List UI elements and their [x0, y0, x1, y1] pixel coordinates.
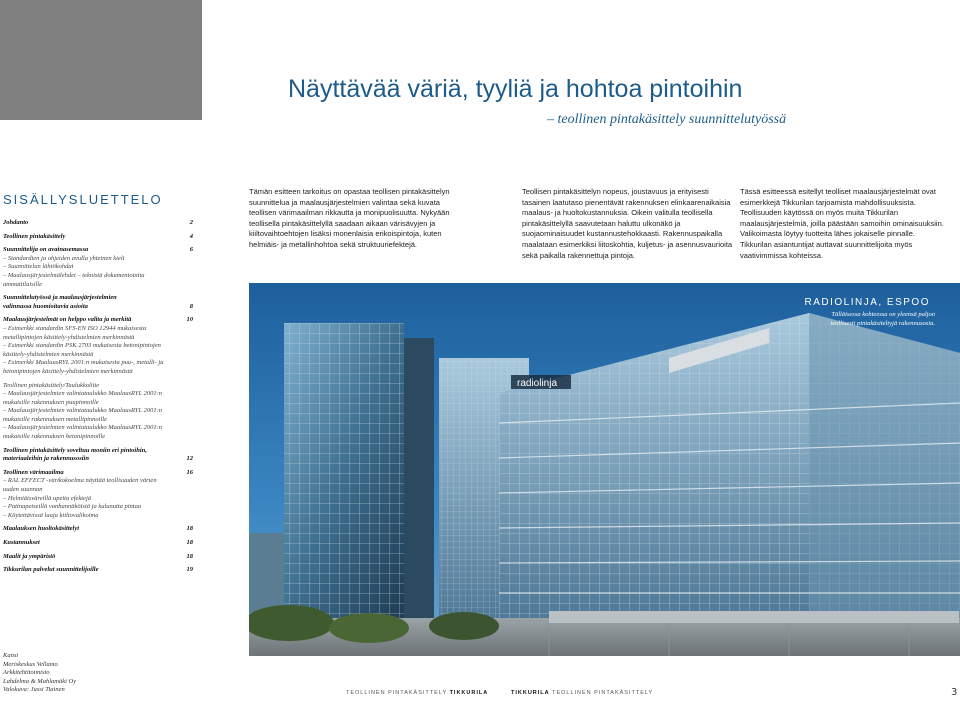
toc-entry [3, 503, 193, 512]
toc-entry [3, 359, 193, 368]
toc-entry [3, 553, 193, 562]
toc-entry-title: Teollinen värimaailma [3, 468, 64, 476]
toc-entry-page: 4 [189, 232, 193, 240]
toc-entry [3, 263, 193, 272]
toc-entry [3, 246, 193, 255]
toc-entry-page: 8 [189, 302, 193, 310]
toc-entry [3, 399, 193, 408]
toc-entry [3, 294, 193, 303]
toc-entry-title: käsittely-yhdistelmien merkinnästä [3, 350, 94, 358]
toc-entry-page: 2 [189, 219, 193, 226]
toc-entry-title: – Esimerkki standardin PSK 2703 mukaisesta betonipintojen [3, 342, 161, 350]
toc-entry [3, 233, 193, 242]
toc-entry-page: 18 [186, 525, 193, 533]
toc-entry [3, 416, 193, 425]
toc-entry [3, 219, 193, 228]
toc-entry-title: Teollinen pintakäsittely [3, 232, 66, 240]
toc-entry-title: – Standardien ja ohjeiden avulla yhteinen kieli [3, 254, 125, 262]
toc-entry-title: – Helmiäisväreillä upeita efektejä [3, 494, 92, 502]
toc-entry [3, 255, 193, 264]
toc-entry-title: – Maalausjärjestelmien valintataulukko MaalausRYL 2001:n [3, 390, 163, 398]
toc-entry-title: uuden suunnan [3, 486, 43, 494]
page-number: 3 [951, 687, 958, 698]
toc-entry [3, 351, 193, 360]
toc-entry-title: Kustannukset [3, 539, 40, 546]
toc-entry [3, 303, 193, 312]
toc-entry [3, 539, 193, 548]
toc-entry [3, 566, 193, 575]
toc-entry [3, 390, 193, 399]
footer-left-text: TEOLLINEN PINTAKÄSITTELY [346, 690, 448, 696]
toc-entry-title: mukaisille rakennuksen puupinnoille [3, 398, 99, 406]
credit-line: Valokuva: Jussi Tiainen [3, 686, 65, 694]
table-of-contents [3, 219, 193, 575]
toc-entry [3, 342, 193, 351]
sidebar-gray-band [0, 0, 202, 120]
toc-entry-title: – Käytettävissä laaja kiiltovalikoima [3, 511, 99, 519]
toc-entry-title: – Patinapetseillä vanhannäköistä ja kulunutta pintaa [3, 503, 142, 511]
toc-entry-page: 18 [186, 539, 193, 546]
toc-entry-title: valinnassa huomioitavia asioita [3, 302, 88, 310]
toc-entry [3, 382, 193, 391]
toc-entry-title: Johdanto [3, 219, 29, 226]
toc-entry-title: betonipintojen käsittely-yhdistelmien merkinnästä [3, 367, 133, 375]
toc-entry-title: – Esimerkki MaalausRYL 2001:n mukaisesta puu-, metalli- ja [3, 359, 164, 367]
toc-entry-title: Suunnittelija on avainasemassa [3, 246, 89, 254]
toc-entry [3, 424, 193, 433]
toc-entry-title: – Maalausjärjestelmälehdet – teknistä dokumentointia [3, 271, 145, 279]
toc-entry [3, 272, 193, 281]
footer-right-brand: TIKKURILA [511, 690, 550, 696]
toc-entry-title: – Maalausjärjestelmien valintataulukko MaalausRYL 2001:n [3, 407, 163, 415]
toc-entry-page: 16 [186, 468, 193, 476]
text-column-3: Tässä esitteessä esitellyt teolliset maalausjärjestelmät ovat esimerkkejä Tikkurilan tarjoamista mahdollisuuksista. Teollisuuden käytössä on myös muita Tikkurilan maalausjärjestelmiä, joilla päästään samoihin ominaisuuksiin. Valikoimasta löytyy tuotteita lähes jokaiselle pinnalle. Tikkurilan asiantuntijat auttavat suunnittelijoita myös vaativimmissa kohteissa. [740, 187, 944, 260]
toc-entry-title: – RAL EFFECT -värikokoelma näyttää teollisuuden värien [3, 477, 157, 485]
credit-line: Kansi [3, 652, 19, 659]
toc-entry-title: – Esimerkki standardin SFS-EN ISO 12944 mukaisesta [3, 324, 147, 332]
toc-entry [3, 334, 193, 343]
toc-entry-title: metallipintojen käsittely-yhdistelmien merkinnästä [3, 333, 135, 341]
page-subtitle: – teollinen pintakäsittely suunnittelutyössä [547, 112, 787, 127]
text-column-1: Tämän esitteen tarkoitus on opastaa teollisen pintakäsittelyn suunnittelua ja maalausjärjestelmien valintaa sekä kuvata teollisen värimaailman rikkautta ja monipuolisuutta. Nykyään teollisella pintakäsittelyllä saadaan aikaan värisävyjen ja kiiltovaihtoehtojen lisäksi monenlaisia erikoispintoja, kuten helmiäis- ja metallinhohtoa sekä struktuuriefektejä. [249, 187, 450, 249]
footer-left [346, 690, 488, 696]
building-photo [249, 283, 960, 656]
toc-entry [3, 316, 193, 325]
toc-entry [3, 477, 193, 486]
toc-entry [3, 469, 193, 478]
toc-entry-title: ammattilaisille [3, 280, 42, 288]
toc-entry-title: Teollinen pintakäsittely/Taulukkoliite [3, 381, 100, 389]
toc-entry-page: 12 [186, 455, 193, 463]
toc-entry-title: mukaisille rakennuksen betonipinnoille [3, 433, 106, 441]
toc-entry-page: 10 [186, 316, 193, 324]
toc-entry-title: Suunnittelutyössä ja maalausjärjestelmien [3, 294, 117, 302]
toc-entry [3, 495, 193, 504]
building-sign: radiolinja [517, 378, 558, 389]
toc-entry-title: – Suunnittelun lähtökohdat [3, 263, 74, 271]
photo-caption-title: RADIOLINJA, ESPOO [804, 297, 930, 308]
toc-entry-page: 19 [186, 566, 193, 574]
toc-entry [3, 447, 193, 456]
credit-line: Lahdelma & Mahlamäki Oy [3, 677, 77, 685]
cover-credits [3, 652, 76, 695]
sidebar [0, 0, 202, 709]
toc-entry-title: Maalit ja ympäristö [3, 552, 56, 560]
toc-entry [3, 455, 193, 464]
toc-entry-title: Maalausjärjestelmät on helppo valita ja merkitä [3, 316, 132, 324]
toc-entry-title: Teollinen pintakäsittely soveltuu moniin eri pintoihin, [3, 446, 147, 454]
toc-entry-title: materiaaleihin ja rakennusosiin [3, 455, 89, 463]
toc-entry-title: – Maalausjärjestelmien valintataulukko MaalausRYL 2001:n [3, 424, 163, 432]
photo-credit: Valokuva: Voitto Niemelä [244, 281, 250, 344]
toc-entry [3, 525, 193, 534]
toc-entry [3, 433, 193, 442]
footer-right [511, 690, 653, 696]
footer-left-brand: TIKKURILA [449, 690, 489, 696]
photo-caption-text: Tälläisessa kohteessa on yleensä paljon teollisesti pintakäsiteltyjä rakennusosia. [830, 311, 935, 327]
toc-entry-title: Maalauksen huoltokäsittelyt [3, 525, 80, 533]
credit-line: Arkkitehtitoimisto [3, 669, 50, 677]
toc-entry [3, 325, 193, 334]
footer-right-text: TEOLLINEN PINTAKÄSITTELY [552, 690, 654, 696]
toc-entry [3, 281, 193, 290]
toc-heading: SISÄLLYSLUETTELO [3, 192, 163, 207]
toc-entry [3, 486, 193, 495]
text-column-2: Teollisen pintakäsittelyn nopeus, joustavuus ja erityisesti tasainen laatutaso pienentävät rakennuksen elinkaarenaikaisia maalaus- ja huoltokustannuksia. Oikein valitulla teollisella pintakäsittelyllä saavutetaan haluttu ulkonäkö ja suojaominaisuudet kustannustehokkaasti. Rakennuspaikalla maalataan esimerkiksi liitoskohtia, kuljetus- ja asennusvaurioita sekä paikalla rakennettuja pintoja. [522, 187, 733, 260]
toc-entry-page: 18 [186, 552, 193, 560]
toc-entry [3, 368, 193, 377]
toc-entry-title: mukaisille rakennuksen metallipinnoille [3, 415, 107, 423]
toc-entry [3, 407, 193, 416]
toc-entry-title: Tikkurilan palvelut suunnittelijoille [3, 566, 99, 574]
toc-entry [3, 512, 193, 521]
toc-entry-page: 6 [189, 246, 193, 254]
credit-line: Meriskeskus Vellamo [3, 660, 58, 668]
page-title: Näyttävää väriä, tyyliä ja hohtoa pintoihin [288, 75, 743, 103]
